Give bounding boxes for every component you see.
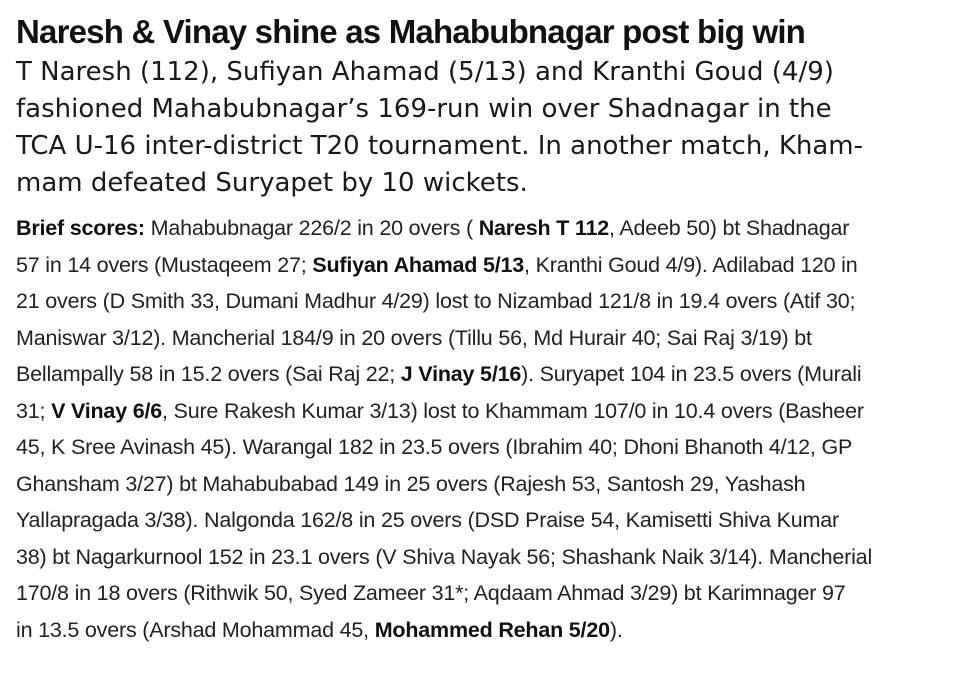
scores-highlight: Sufiyan Ahamad 5/13 <box>312 252 525 277</box>
scores-line <box>16 429 956 466</box>
scores-line <box>16 502 956 539</box>
scores-highlight: Brief scores: <box>16 216 145 240</box>
scores-line <box>16 247 956 284</box>
scores-line <box>16 575 956 612</box>
scores-highlight: Mohammed Rehan 5/20 <box>374 617 610 642</box>
scores-text: Maniswar 3/12). Mancherial 184/9 in 20 overs (Tillu 56, Md Hurair 40; Sai Raj 3/19) bt <box>16 325 812 350</box>
scores-highlight: V Vinay 6/6 <box>51 398 163 423</box>
scores-text: in 13.5 overs (Arshad Mohammad 45, <box>16 617 375 642</box>
scores-text: 38) bt Nagarkurnool 152 in 23.1 overs (V Shiva Nayak 56; Shashank Naik 3/14). Mancherial <box>16 544 873 569</box>
scores-text: Ghansham 3/27) bt Mahabubabad 149 in 25 overs (Rajesh 53, Santosh 29, Yashash <box>16 471 806 496</box>
lede-line: fashioned Mahabubnagar’s 169-run win over Shadnagar in the <box>16 94 832 124</box>
scores-text: ). Suryapet 104 in 23.5 overs (Murali <box>521 362 862 386</box>
scores-line <box>16 393 956 430</box>
scores-text: Bellampally 58 in 15.2 overs (Sai Raj 22; <box>16 362 401 386</box>
scores-text: 31; <box>16 398 52 423</box>
scores-text: 21 overs (D Smith 33, Dumani Madhur 4/29) lost to Nizambad 121/8 in 19.4 overs (Atif 30; <box>16 289 856 313</box>
scores-text: Yallapragada 3/38). Nalgonda 162/8 in 25 overs (DSD Praise 54, Kamisetti Shiva Kumar <box>16 508 839 532</box>
brief-scores <box>16 210 956 648</box>
article-headline: Naresh & Vinay shine as Mahabubnagar post big win <box>16 13 806 50</box>
scores-line <box>16 210 956 247</box>
news-article <box>16 10 956 648</box>
scores-highlight: Naresh T 112 <box>478 216 609 240</box>
scores-text: Mahabubnagar 226/2 in 20 overs ( <box>144 216 479 240</box>
scores-line <box>16 283 956 320</box>
article-lede <box>16 54 956 202</box>
scores-text: , Adeeb 50) bt Shadnagar <box>608 216 850 240</box>
scores-text: 170/8 in 18 overs (Rithwik 50, Syed Zameer 31*; Aqdaam Ahmad 3/29) bt Karimnager 97 <box>16 581 846 605</box>
lede-line: TCA U-16 inter-district T20 tournament. In another match, Kham- <box>16 131 864 161</box>
scores-text: , Kranthi Goud 4/9). Adilabad 120 in <box>524 252 858 277</box>
scores-text: ). <box>609 617 623 642</box>
scores-text: 57 in 14 overs (Mustaqeem 27; <box>16 252 313 277</box>
scores-text: 45, K Sree Avinash 45). Warangal 182 in 23.5 overs (Ibrahim 40; Dhoni Bhanoth 4/12, GP <box>16 435 853 459</box>
lede-line: T Naresh (112), Sufiyan Ahamad (5/13) and Kranthi Goud (4/9) <box>16 57 834 87</box>
scores-line <box>16 612 956 649</box>
scores-line <box>16 466 956 503</box>
scores-highlight: J Vinay 5/16 <box>400 362 522 386</box>
scores-line <box>16 539 956 576</box>
scores-text: , Sure Rakesh Kumar 3/13) lost to Khammam 107/0 in 10.4 overs (Basheer <box>162 398 864 423</box>
lede-line: mam defeated Suryapet by 10 wickets. <box>16 168 528 198</box>
scores-line <box>16 320 956 357</box>
scores-line <box>16 356 956 393</box>
